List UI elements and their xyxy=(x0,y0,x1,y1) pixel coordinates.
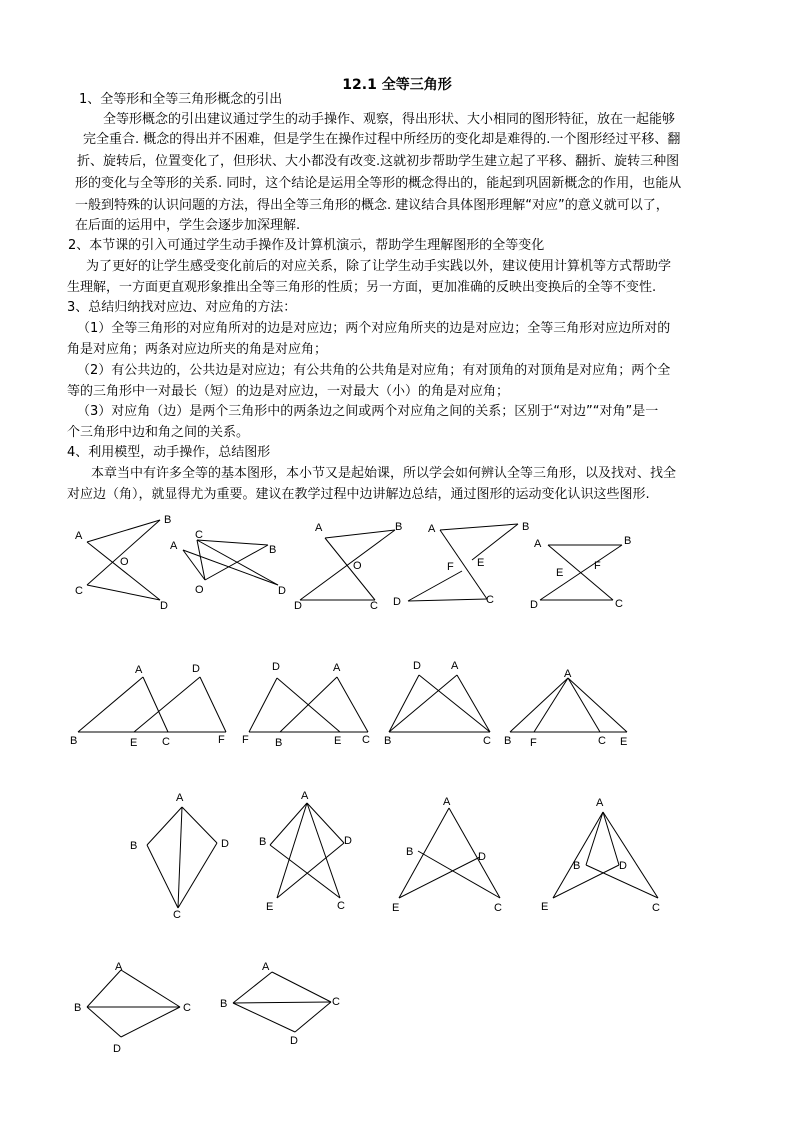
vertex-label-B: B xyxy=(395,521,403,533)
paragraph-line: 完全重合. 概念的得出并不困难，但是学生在操作过程中所经历的变化却是难得的.一个图形经过平移、翻 xyxy=(83,132,681,147)
segment-BC xyxy=(233,1002,331,1003)
vertex-label-D: D xyxy=(160,600,168,612)
paragraph-line: 生理解，一方面更直观形象推出全等三角形的性质；另一方面，更加准确的反映出变换后的全等不变性. xyxy=(67,280,657,295)
segment-ED xyxy=(134,677,200,732)
figure-9 xyxy=(504,668,627,749)
vertex-label-C: C xyxy=(486,594,494,606)
vertex-label-F: F xyxy=(530,737,537,749)
vertex-label-C: C xyxy=(370,600,378,612)
paragraph-line: （2）有公共边的，公共边是对应边；有公共角的公共角是对应角；有对顶角的对顶角是对应角；两个全 xyxy=(77,363,671,378)
figure-6 xyxy=(70,663,226,749)
figure-8 xyxy=(384,660,491,747)
paragraph-line: 4、利用模型，动手操作，总结图形 xyxy=(67,445,271,460)
segment-CB xyxy=(87,520,160,585)
vertex-label-B: B xyxy=(504,735,512,747)
vertex-label-O: O xyxy=(120,556,129,568)
segment-AC xyxy=(449,808,500,898)
figure-13 xyxy=(541,797,660,914)
segment-AC xyxy=(178,807,182,908)
vertex-label-F: F xyxy=(594,560,601,572)
paragraph-line: 个三角形中边和角之间的关系。 xyxy=(67,425,250,440)
paragraph-line: （3）对应角（边）是两个三角形中的两条边之间或两个对应角之间的关系；区别于“对边”“对角”是一 xyxy=(77,404,659,419)
paragraph-line: 2、本节课的引入可通过学生动手操作及计算机演示，帮助学生理解图形的全等变化 xyxy=(68,238,545,253)
paragraph-line: 形的变化与全等形的关系. 同时，这个结论是运用全等形的概念得出的，能起到巩固新概念的作用，也能从 xyxy=(75,176,682,191)
vertex-label-F: F xyxy=(447,561,454,573)
vertex-label-D: D xyxy=(530,599,538,611)
vertex-label-A: A xyxy=(115,961,123,973)
vertex-label-A: A xyxy=(262,961,270,973)
vertex-label-A: A xyxy=(315,522,323,534)
vertex-label-B: B xyxy=(522,521,530,533)
vertex-label-C: C xyxy=(75,585,83,597)
segment-BC xyxy=(147,845,178,908)
vertex-label-C: C xyxy=(332,996,340,1008)
vertex-label-C: C xyxy=(598,735,606,747)
segment-AC xyxy=(337,677,368,732)
vertex-label-C: C xyxy=(494,902,502,914)
vertex-label-A: A xyxy=(333,662,341,674)
segment-DC xyxy=(419,675,490,732)
vertex-label-B: B xyxy=(573,860,581,872)
vertex-label-D: D xyxy=(113,1043,121,1055)
vertex-label-C: C xyxy=(362,734,370,746)
vertex-label-A: A xyxy=(301,790,309,802)
vertex-label-B: B xyxy=(624,535,632,547)
paragraph-line: 全等形概念的引出建议通过学生的动手操作、观察，得出形状、大小相同的图形特征，放在一起能够 xyxy=(103,112,676,127)
vertex-label-O: O xyxy=(195,584,204,596)
figure-5 xyxy=(530,535,631,611)
segment-AB xyxy=(147,807,182,845)
vertex-label-B: B xyxy=(164,514,172,526)
segment-AC xyxy=(143,677,168,732)
vertex-label-E: E xyxy=(477,557,485,569)
vertex-label-F: F xyxy=(242,734,249,746)
segment-AC xyxy=(325,538,375,600)
segment-BA xyxy=(87,970,121,1007)
vertex-label-D: D xyxy=(290,1035,298,1047)
segment-DC xyxy=(121,1007,180,1037)
segment-BD xyxy=(87,1007,121,1037)
figure-10 xyxy=(130,792,229,921)
paragraph-line: 1、全等形和全等三角形概念的引出 xyxy=(79,92,283,107)
segment-BD xyxy=(233,1003,295,1032)
segment-AD xyxy=(307,803,344,843)
figure-4 xyxy=(393,521,529,608)
figure-2 xyxy=(170,529,286,597)
vertex-label-E: E xyxy=(334,735,342,747)
vertex-label-C: C xyxy=(183,1002,191,1014)
vertex-label-E: E xyxy=(392,902,400,914)
vertex-label-A: A xyxy=(443,796,451,808)
segment-DC xyxy=(295,1002,331,1032)
vertex-label-A: A xyxy=(428,523,436,535)
vertex-label-D: D xyxy=(478,851,486,863)
vertex-label-A: A xyxy=(534,538,542,550)
segment-BD xyxy=(389,675,419,732)
figure-14 xyxy=(74,961,191,1055)
segment-BC xyxy=(270,845,340,898)
segment-AC xyxy=(272,972,331,1002)
vertex-label-D: D xyxy=(619,860,627,872)
segment-AD xyxy=(183,550,278,585)
vertex-label-D: D xyxy=(272,661,280,673)
vertex-label-B: B xyxy=(130,840,138,852)
vertex-label-E: E xyxy=(130,737,138,749)
segment-AB xyxy=(440,524,518,530)
segment-AD xyxy=(603,812,619,865)
vertex-label-O: O xyxy=(353,560,362,572)
vertex-label-B: B xyxy=(384,735,392,747)
vertex-label-B: B xyxy=(275,737,283,749)
figure-1 xyxy=(75,514,171,612)
page-title: 12.1 全等三角形 xyxy=(342,77,452,93)
vertex-label-D: D xyxy=(294,600,302,612)
paragraph-line: 为了更好的让学生感受变化前后的对应关系，除了让学生动手实践以外，建议使用计算机等方式帮助学 xyxy=(86,259,672,274)
segment-DF xyxy=(200,677,226,732)
paragraph-line: 3、总结归纳找对应边、对应角的方法： xyxy=(67,300,297,315)
vertex-label-B: B xyxy=(74,1002,82,1014)
segment-CB xyxy=(197,540,268,545)
paragraph-line: 角是对应角；两条对应边所夹的角是对应角； xyxy=(67,342,328,357)
segment-BA xyxy=(233,972,272,1003)
vertex-label-E: E xyxy=(266,901,274,913)
segment-BE xyxy=(472,524,518,560)
figure-12 xyxy=(392,796,502,914)
segment-AE xyxy=(568,678,627,732)
paragraph-line: 等的三角形中一对最长（短）的边是对应边，一对最大（小）的角是对应角； xyxy=(67,384,510,399)
vertex-label-B: B xyxy=(406,846,414,858)
vertex-label-F: F xyxy=(218,734,225,746)
figure-11 xyxy=(259,790,352,913)
segment-ED xyxy=(277,843,344,898)
segment-AC xyxy=(121,970,180,1007)
vertex-label-C: C xyxy=(337,900,345,912)
figures-area xyxy=(0,505,794,1065)
segment-BD xyxy=(540,545,622,600)
vertex-label-C: C xyxy=(195,529,203,541)
vertex-label-E: E xyxy=(541,901,549,913)
vertex-label-A: A xyxy=(596,797,604,809)
vertex-label-B: B xyxy=(220,998,228,1010)
vertex-label-D: D xyxy=(221,838,229,850)
segment-BC xyxy=(418,851,500,898)
vertex-label-A: A xyxy=(75,530,83,542)
vertex-label-A: A xyxy=(135,664,143,676)
segment-AD xyxy=(87,542,160,600)
vertex-label-A: A xyxy=(451,660,459,672)
segment-AC xyxy=(457,675,490,732)
segment-BA xyxy=(78,677,143,732)
vertex-label-C: C xyxy=(483,735,491,747)
segment-CD xyxy=(87,585,160,600)
paragraph-line: 在后面的运用中，学生会逐步加深理解. xyxy=(75,218,301,233)
vertex-label-D: D xyxy=(192,663,200,675)
figure-3 xyxy=(294,521,402,612)
vertex-label-C: C xyxy=(615,598,623,610)
vertex-label-B: B xyxy=(259,836,267,848)
segment-AB xyxy=(325,530,395,538)
paragraph-line: 对应边（角），就显得尤为重要。建议在教学过程中边讲解边总结，通过图形的运动变化认识这些图形. xyxy=(67,487,650,502)
vertex-label-B: B xyxy=(269,544,277,556)
paragraph-line: 本章当中有许多全等的基本图形，本小节又是起始课，所以学会如何辨认全等三角形，以及找对、找全 xyxy=(91,466,677,481)
paragraph-line: （1）全等三角形的对应角所对的边是对应边；两个对应角所夹的边是对应边；全等三角形对应边所对的 xyxy=(77,321,671,336)
vertex-label-A: A xyxy=(176,792,184,804)
segment-BA xyxy=(280,677,337,732)
segment-AE xyxy=(277,803,307,898)
vertex-label-D: D xyxy=(344,835,352,847)
segment-AD xyxy=(182,807,217,843)
figure-7 xyxy=(242,661,370,749)
vertex-label-A: A xyxy=(170,540,178,552)
vertex-label-E: E xyxy=(620,736,628,748)
vertex-label-E: E xyxy=(556,567,564,579)
vertex-label-A: A xyxy=(564,668,572,680)
segment-AC xyxy=(568,678,600,732)
vertex-label-B: B xyxy=(70,735,78,747)
vertex-label-D: D xyxy=(413,660,421,672)
segment-AB xyxy=(270,803,307,845)
segment-FD xyxy=(249,678,277,732)
segment-AB xyxy=(586,812,603,865)
paragraph-line: 一般到特殊的认识问题的方法，得出全等三角形的概念. 建议结合具体图形理解“对应”的意义就可以了， xyxy=(75,198,669,213)
segment-AB xyxy=(87,520,160,542)
vertex-label-D: D xyxy=(393,596,401,608)
segment-DF xyxy=(408,571,462,601)
segment-DC xyxy=(178,843,217,908)
vertex-label-C: C xyxy=(173,909,181,921)
segment-BA xyxy=(389,675,457,732)
vertex-label-C: C xyxy=(162,736,170,748)
paragraph-line: 折、旋转后，位置变化了，但形状、大小都没有改变.这就初步帮助学生建立起了平移、翻折、旋转三种图 xyxy=(77,154,680,169)
vertex-label-D: D xyxy=(278,585,286,597)
vertex-label-C: C xyxy=(652,902,660,914)
segment-BD xyxy=(300,530,395,600)
figure-15 xyxy=(220,961,340,1047)
segment-DC xyxy=(408,599,487,601)
